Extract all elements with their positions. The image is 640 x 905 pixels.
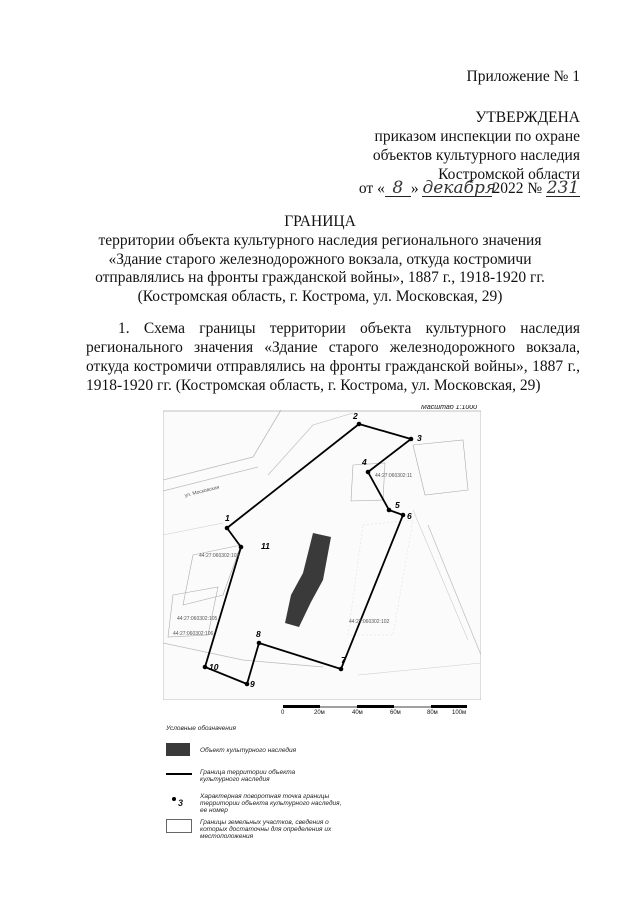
- section-1-paragraph: 1. Схема границы территории объекта культурного наследия регионального значения «Здание старого железнодорожного вокзала, откуда костромичи отправлялись на фронты гражданской войны», 1887 г., 1918-1920 гг. (Костромская область, г. Кострома, ул. Московская, 29): [86, 320, 580, 394]
- point-8: [257, 641, 262, 646]
- scale-100: 100м: [452, 710, 467, 716]
- parcel-label-5: 44:27:060302:11: [375, 473, 413, 479]
- boundary-map: [163, 405, 481, 700]
- point-label-6: 6: [407, 511, 412, 521]
- legend-parcel-row: [166, 819, 486, 840]
- point-2: [357, 422, 362, 427]
- title-line-4: (Костромская область, г. Кострома, ул. Московская, 29): [137, 288, 503, 305]
- parcel-label-3: 44:27:060302:106: [173, 631, 214, 637]
- legend-boundary-line: [166, 773, 192, 775]
- handwritten-day: 8: [385, 181, 411, 197]
- parcel-label-1: 44:27:060302:103: [199, 553, 240, 559]
- point-9: [245, 682, 250, 687]
- legend-parcel-text: Границы земельных участков, сведения о которых достаточны для определения их местоположения: [200, 819, 332, 840]
- point-label-2: 2: [353, 411, 358, 421]
- legend-object-row: [166, 743, 486, 757]
- point-1: [225, 526, 230, 531]
- map-scale-label: Масштаб 1:1000: [421, 405, 478, 411]
- street-label: ул. Московская: [184, 484, 220, 499]
- point-5: [387, 508, 392, 513]
- handwritten-month: декабря: [422, 178, 497, 198]
- point-label-10: 10: [209, 662, 219, 672]
- parcel-label-4: 44:27:060302:102: [349, 619, 390, 625]
- legend-boundary-row: [166, 769, 486, 783]
- date-mid: »: [410, 180, 419, 197]
- point-label-5: 5: [395, 500, 400, 510]
- map-svg: [163, 405, 481, 700]
- legend-title: Условные обозначения: [166, 725, 236, 732]
- point-3: [409, 437, 414, 442]
- legend-point-row: [166, 793, 486, 813]
- point-4: [366, 470, 371, 475]
- point-label-4: 4: [362, 457, 367, 467]
- point-label-8: 8: [256, 629, 261, 639]
- legend-object-text: Объект культурного наследия: [200, 747, 297, 754]
- point-label-1: 1: [225, 513, 230, 523]
- legend-point-dot: [172, 797, 176, 801]
- handwritten-number: 231: [546, 178, 580, 198]
- scale-20: 20м: [314, 710, 325, 716]
- boundary-heading: ГРАНИЦА: [284, 213, 356, 230]
- point-7: [339, 667, 344, 672]
- scale-60: 60м: [390, 710, 401, 716]
- title-line-1: территории объекта культурного наследия регионального значения: [98, 232, 542, 249]
- order-date-line: [359, 180, 580, 198]
- title-line-3: отправлялись на фронты гражданской войны», 1887 г., 1918-1920 гг.: [95, 269, 545, 286]
- legend-parcel-swatch: [166, 819, 192, 833]
- scale-0: 0: [281, 710, 285, 716]
- parcel-label-2: 44:27:060302:105: [177, 616, 218, 622]
- point-6: [401, 513, 406, 518]
- point-11: [239, 545, 244, 550]
- order-line-3: Костромской области: [438, 166, 580, 183]
- legend-object-swatch: [166, 743, 190, 756]
- point-label-11: 11: [261, 541, 270, 551]
- legend-point-text: Характерная поворотная точка границы территории объекта культурного наследия, ее номер: [200, 793, 342, 814]
- point-10: [203, 665, 208, 670]
- scale-80: 80м: [427, 710, 438, 716]
- title-line-2: «Здание старого железнодорожного вокзала, откуда костромичи: [108, 251, 532, 268]
- legend-boundary-text: Граница территории объекта культурного наследия: [200, 769, 296, 783]
- order-line-2: объектов культурного наследия: [372, 147, 580, 164]
- appendix-label: Приложение № 1: [466, 68, 580, 85]
- approved-label: УТВЕРЖДЕНА: [475, 109, 580, 126]
- year-and-number: 2022 №: [492, 180, 543, 197]
- scale-40: 40м: [352, 710, 363, 716]
- point-label-3: 3: [417, 433, 422, 443]
- point-label-9: 9: [250, 679, 255, 689]
- scale-bar: [280, 704, 470, 722]
- date-prefix: от «: [358, 180, 385, 197]
- legend-point-number: 3: [178, 798, 184, 808]
- order-line-1: приказом инспекции по охране: [374, 128, 580, 145]
- point-label-7: 7: [341, 655, 346, 665]
